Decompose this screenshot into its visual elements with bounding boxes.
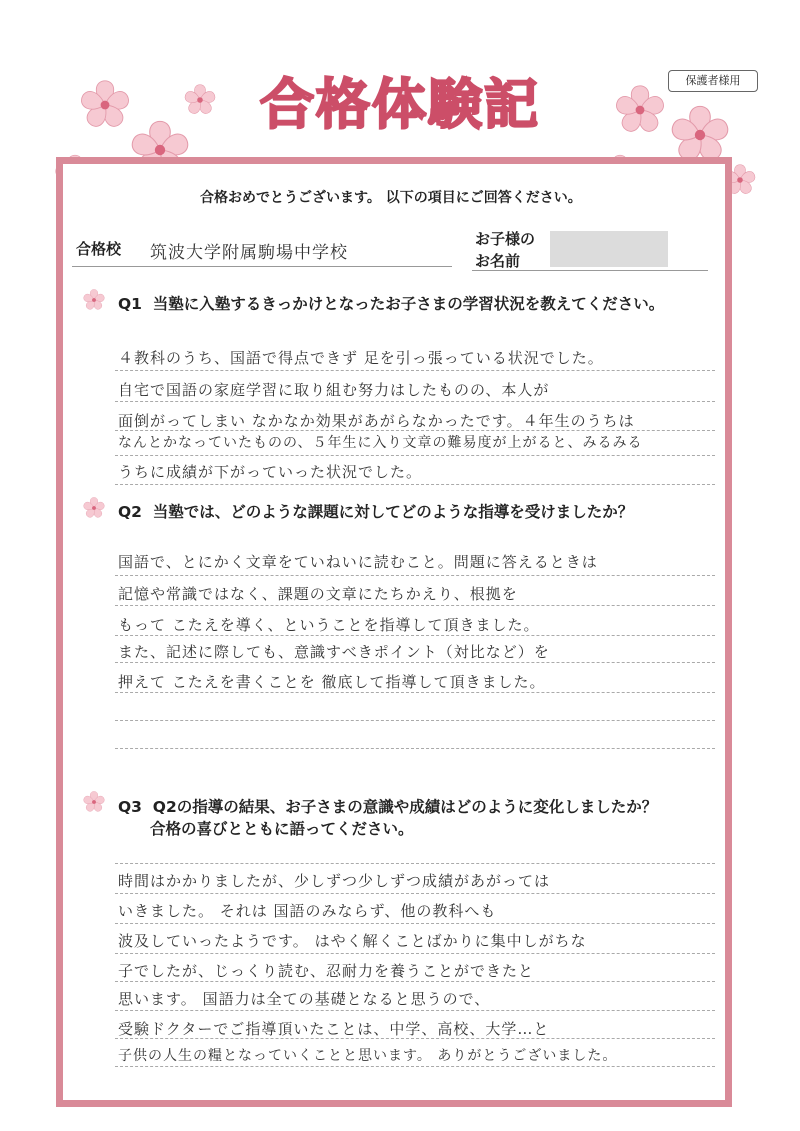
ruled-line [115, 692, 715, 693]
school-label: 合格校 [76, 240, 122, 258]
q2-text: 当塾では、どのような課題に対してどのような指導を受けましたか？ [152, 503, 634, 521]
q2-number: Q2 [118, 503, 142, 521]
q3-answer-line: いきました。 それは 国語のみならず、他の教科へも [118, 902, 497, 920]
flower-bullet-icon [82, 288, 106, 312]
ruled-line [115, 923, 715, 924]
intro-text: 合格おめでとうございます。 以下の項目にご回答ください。 [200, 190, 582, 206]
ruled-line [115, 484, 715, 485]
ruled-line [115, 605, 715, 606]
q1-answer-line: うちに成績が下がっていった状況でした。 [118, 463, 423, 481]
guardian-badge: 保護者様用 [668, 70, 758, 92]
q3-heading [118, 795, 657, 817]
q1-answer-line: ４教科のうち、国語で得点できず 足を引っ張っている状況でした。 [118, 349, 604, 367]
ruled-line [115, 635, 715, 636]
school-underline [72, 266, 452, 267]
child-name-redacted [550, 231, 668, 267]
child-label-line2: お名前 [475, 252, 521, 270]
q1-number: Q1 [118, 295, 142, 313]
q3-answer-line: 思います。 国語力は全ての基礎となると思うので、 [118, 990, 491, 1008]
ruled-line [115, 662, 715, 663]
ruled-line [115, 575, 715, 576]
q3-answer-line: 時間はかかりましたが、少しずつ少しずつ成績があがっては [118, 872, 551, 890]
q2-answer-line: もって こたえを導く、ということを指導して頂きました。 [118, 616, 540, 634]
q1-answer-line: なんとかなっていたものの、５年生に入り文章の難易度が上がると、みるみる [118, 435, 643, 451]
q3-answer-line: 子供の人生の糧となっていくことと思います。 ありがとうございました。 [118, 1048, 618, 1064]
q3-text: Q2の指導の結果、お子さまの意識や成績はどのように変化しましたか？ [152, 798, 658, 816]
ruled-line [115, 893, 715, 894]
q2-answer-line: また、記述に際しても、意識すべきポイント（対比など）を [118, 643, 550, 661]
q3-number: Q3 [118, 798, 142, 816]
school-value: 筑波大学附属駒場中学校 [150, 243, 348, 263]
ruled-line [115, 1066, 715, 1067]
ruled-line [115, 430, 715, 431]
ruled-line [115, 981, 715, 982]
q2-answer-line: 国語で、とにかく文章をていねいに読むこと。問題に答えるときは [118, 553, 598, 571]
ruled-line [115, 1038, 715, 1039]
ruled-line [115, 401, 715, 402]
ruled-line [115, 953, 715, 954]
child-underline [472, 270, 708, 271]
q1-answer-line: 面倒がってしまい なかなか効果があがらなかったです。４年生のうちは [118, 412, 635, 430]
q1-heading [118, 292, 664, 314]
ruled-line [115, 720, 715, 721]
q1-answer-line: 自宅で国語の家庭学習に取り組む努力はしたものの、本人が [118, 381, 550, 399]
q1-text: 当塾に入塾するきっかけとなったお子さまの学習状況を教えてください。 [152, 295, 665, 313]
child-label-line1: お子様の [475, 230, 536, 248]
ruled-line [115, 1010, 715, 1011]
flower-bullet-icon [82, 496, 106, 520]
ruled-line [115, 863, 715, 864]
page-title: 合格体験記 [260, 72, 540, 136]
ruled-line [115, 748, 715, 749]
flower-bullet-icon [82, 790, 106, 814]
q3-answer-line: 波及していったようです。 はやく解くことばかりに集中しがちな [118, 932, 587, 950]
ruled-line [115, 370, 715, 371]
q2-answer-line: 記憶や常識ではなく、課題の文章にたちかえり、根拠を [118, 585, 518, 603]
q3-subtext: 合格の喜びとともに語ってください。 [150, 820, 414, 838]
q2-heading [118, 500, 633, 522]
ruled-line [115, 455, 715, 456]
q3-answer-line: 受験ドクターでご指導頂いたことは、中学、高校、大学…と [118, 1020, 550, 1038]
q2-answer-line: 押えて こたえを書くことを 徹底して指導して頂きました。 [118, 673, 546, 691]
q3-answer-line: 子でしたが、じっくり読む、忍耐力を養うことができたと [118, 962, 535, 980]
